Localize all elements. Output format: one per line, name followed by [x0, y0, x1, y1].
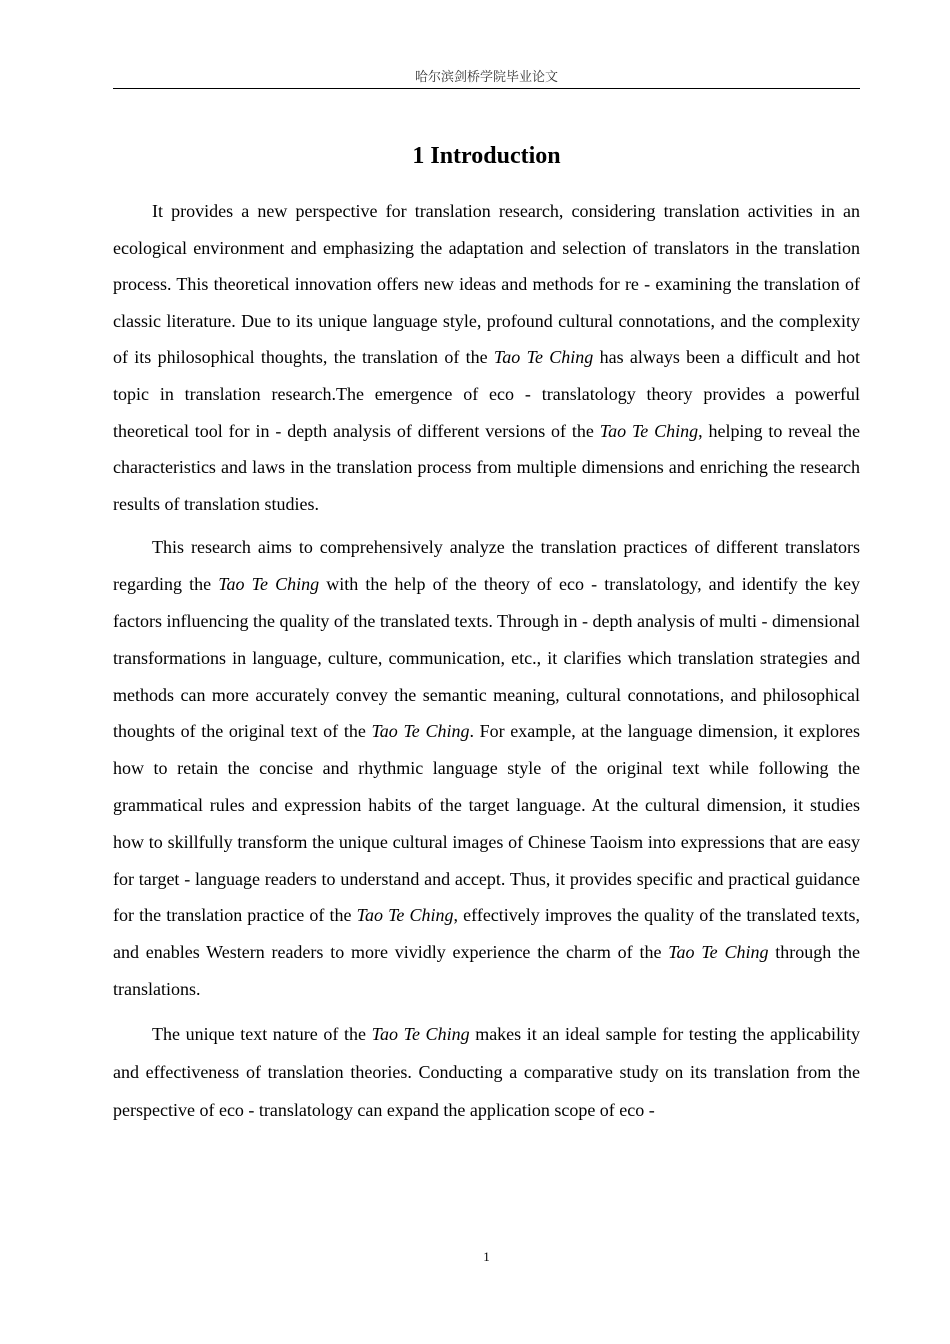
paragraph-3: [113, 1015, 860, 1129]
paragraph-1: [113, 193, 860, 522]
text-run: , helping to reveal the characteristics and laws in the translation process from multiple dimensions and enriching the research results of translation studies.: [113, 420, 861, 514]
book-title: Tao Te Ching: [218, 574, 320, 595]
paragraph-2: [113, 529, 860, 1007]
body-text: [113, 193, 860, 1136]
book-title: Tao Te Ching: [371, 1023, 470, 1044]
text-run: makes it an ideal sample for testing the applicability and effectiveness of translation theories. Conducting a comparative study on its translation from the perspective of eco - translatology can expand the application scope of eco -: [113, 1023, 861, 1120]
text-run: has always been a difficult and hot topic in translation research.The emergence of eco - translatology theory provides a powerful theoretical tool for in - depth analysis of different versions of the: [113, 347, 861, 441]
book-title: Tao Te Ching: [356, 905, 454, 926]
text-run: with the help of the theory of eco - translatology, and identify the key factors influencing the quality of the translated texts. Through in - depth analysis of multi - dimensional transformations in language, culture, communication, etc., it clarifies which translation strategies and methods can more accurately convey the semantic meaning, cultural connotations, and philosophical thoughts of the original text of the: [113, 574, 860, 742]
book-title: Tao Te Ching: [493, 347, 594, 368]
book-title: Tao Te Ching: [599, 420, 699, 441]
book-title: Tao Te Ching: [371, 721, 470, 742]
text-run: This research aims to comprehensively analyze the translation practices of different translators regarding the: [113, 537, 860, 595]
text-run: , effectively improves the quality of the translated texts, and enables Western readers to more vividly experience the charm of the: [113, 905, 861, 963]
page-number: 1: [483, 1249, 490, 1264]
text-run: through the translations.: [113, 942, 860, 999]
chapter-title: 1 Introduction: [412, 143, 561, 170]
text-run: . For example, at the language dimension, it explores how to retain the concise and rhythmic language style of the original text while following the grammatical rules and expression habits of the target language. At the cultural dimension, it studies how to skillfully transform the unique cultural images of Chinese Taoism into expressions that are easy for target - language readers to understand and accept. Thus, it provides specific and practical guidance for the translation practice of the: [113, 721, 860, 926]
text-run: The unique text nature of the: [152, 1023, 372, 1044]
book-title: Tao Te Ching: [668, 942, 769, 963]
text-run: It provides a new perspective for translation research, considering translation activities in an ecological environment and emphasizing the adaptation and selection of translators in the translation process. This theoretical innovation offers new ideas and methods for re - examining the translation of classic literature. Due to its unique language style, profound cultural connotations, and the complexity of its philosophical thoughts, the translation of the: [113, 201, 860, 368]
header-rule: [113, 88, 860, 89]
running-header: 哈尔滨剑桥学院毕业论文: [414, 70, 558, 85]
